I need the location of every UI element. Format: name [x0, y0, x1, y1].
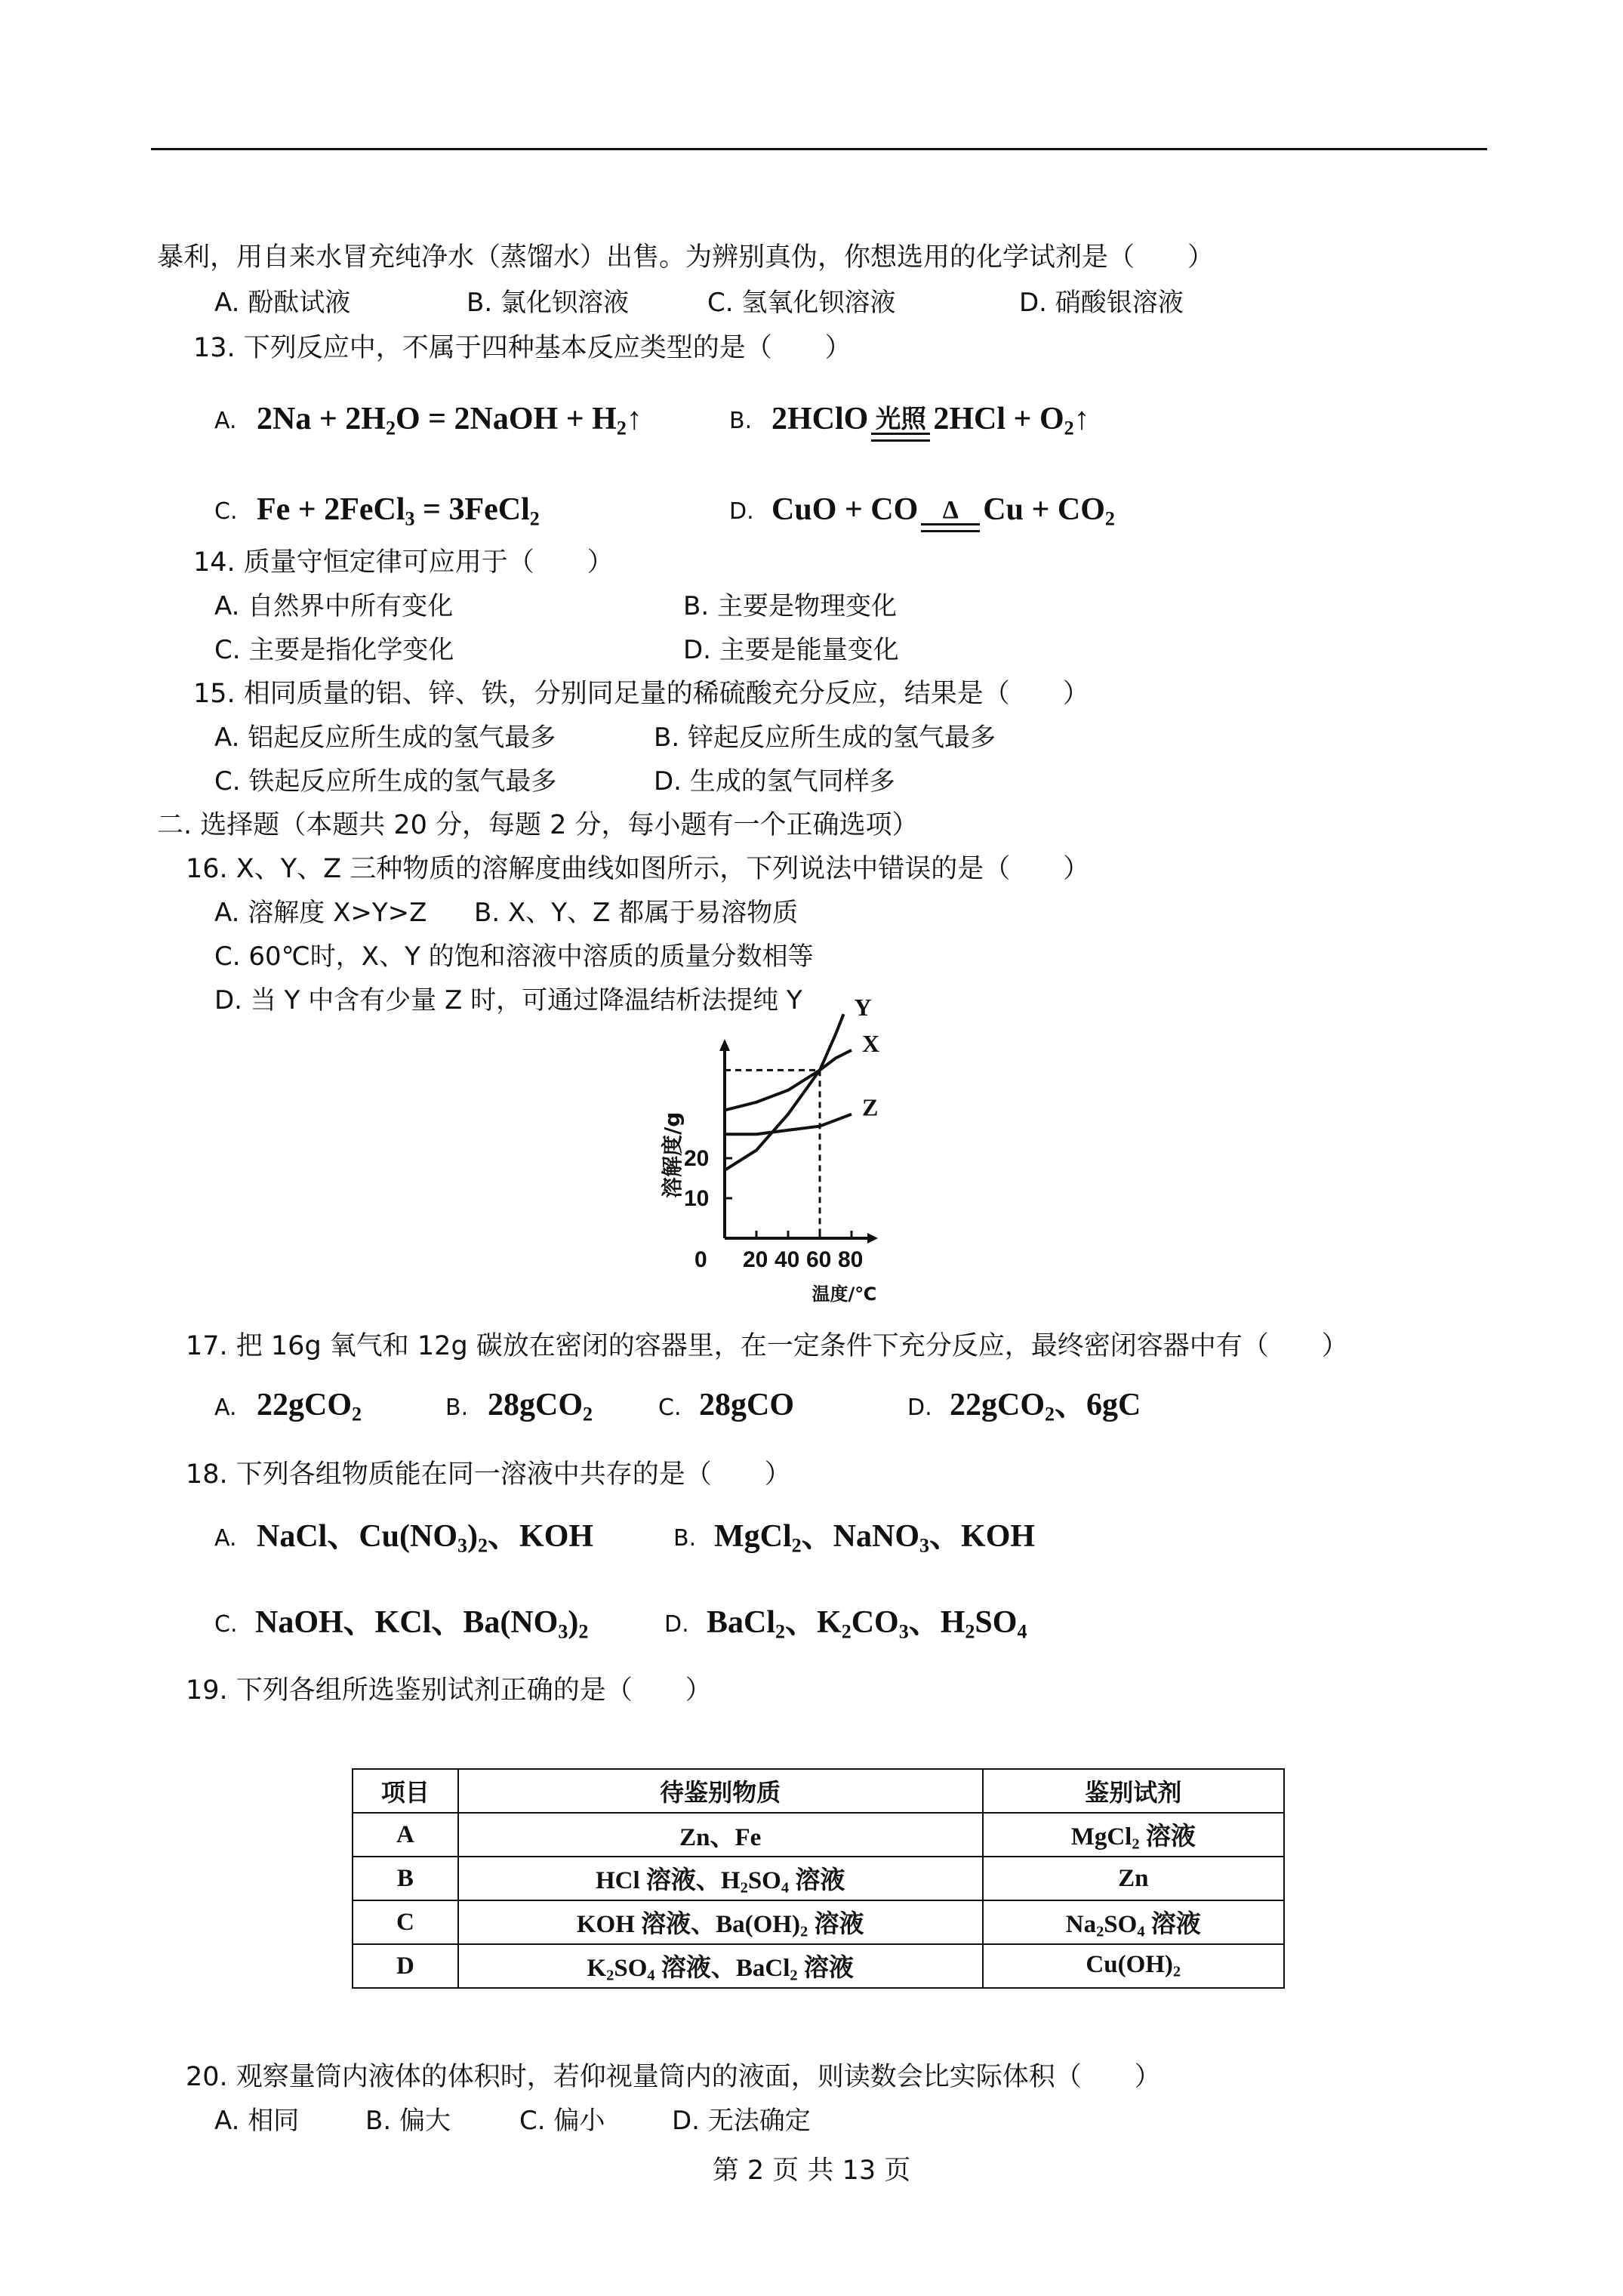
col-header-reagent: 鉴别试剂 — [983, 1769, 1284, 1813]
y-tick-label: 20 — [684, 1146, 710, 1171]
q14-option-b: B. 主要是物理变化 — [683, 591, 897, 621]
q18-label-b: B. — [673, 1525, 697, 1552]
q20-option-b: B. 偏大 — [365, 2106, 451, 2136]
row-item: B — [353, 1857, 458, 1900]
header-rule — [151, 148, 1487, 150]
q17-stem: 17. 把 16g 氧气和 12g 碳放在密闭的容器里，在一定条件下充分反应，最终密闭容器中有（ ） — [186, 1331, 1348, 1361]
section-heading: 二. 选择题（本题共 20 分，每题 2 分，每小题有一个正确选项） — [157, 810, 919, 840]
x-tick-label: 0 — [694, 1247, 707, 1272]
chart-series — [725, 1014, 852, 1170]
chart-ticks — [684, 1146, 863, 1272]
table-row — [353, 1900, 1284, 1944]
x-tick-label: 40 — [775, 1247, 800, 1272]
series-label-y: Y — [854, 994, 872, 1022]
q12-option-c: C. 氢氧化钡溶液 — [707, 288, 896, 318]
q17-option-a: 22gCO$_2$ — [257, 1388, 362, 1425]
q12-option-a: A. 酚酞试液 — [214, 288, 351, 318]
row-substances: $K_2SO_4$ 溶液、BaCl$_2$ 溶液 — [458, 1944, 983, 1988]
q19-stem: 19. 下列各组所选鉴别试剂正确的是（ ） — [186, 1675, 712, 1706]
q16-option-d: D. 当 Y 中含有少量 Z 时，可通过降温结析法提纯 Y — [214, 985, 802, 1015]
col-header-substances: 待鉴别物质 — [458, 1769, 983, 1813]
q20-option-c: C. 偏小 — [519, 2106, 605, 2136]
x-tick-label: 60 — [806, 1247, 832, 1272]
q16-option-b: B. X、Y、Z 都属于易溶物质 — [474, 898, 799, 928]
q14-option-d: D. 主要是能量变化 — [683, 635, 899, 665]
q12-option-b: B. 氯化钡溶液 — [467, 288, 629, 318]
q13-label-c: C. — [214, 498, 238, 525]
row-substances: KOH 溶液、$Ba(OH)_2$ 溶液 — [458, 1900, 983, 1944]
q18-option-c: NaOH、KCl、$Ba(NO_3)_2$ — [255, 1605, 589, 1643]
x-tick-label: 80 — [838, 1247, 864, 1272]
table-header-row — [353, 1769, 1284, 1813]
q18-stem: 18. 下列各组物质能在同一溶液中共存的是（ ） — [186, 1459, 791, 1490]
q15-option-b: B. 锌起反应所生成的氢气最多 — [654, 723, 996, 753]
q16-option-c: C. 60℃时，X、Y 的饱和溶液中溶质的质量分数相等 — [214, 942, 814, 972]
q18-option-b: MgCl$_2$、NaNO$_3$、KOH — [714, 1519, 1036, 1557]
q18-option-a: NaCl、$Cu(NO_3)_2$、KOH — [257, 1519, 594, 1557]
row-reagent: $Cu(OH)_2$ — [983, 1944, 1284, 1988]
row-item: C — [353, 1900, 458, 1944]
q15-option-c: C. 铁起反应所生成的氢气最多 — [214, 766, 557, 797]
row-item: D — [353, 1944, 458, 1988]
series-line-x — [725, 1050, 852, 1111]
q12-option-d: D. 硝酸银溶液 — [1019, 288, 1184, 318]
q17-label-d: D. — [907, 1395, 932, 1421]
q14-stem: 14. 质量守恒定律可应用于（ ） — [193, 547, 614, 578]
x-axis-title: 温度/℃ — [812, 1284, 877, 1305]
table-row — [353, 1944, 1284, 1988]
q20-stem: 20. 观察量筒内液体的体积时，若仰视量筒内的液面，则读数会比实际体积（ ） — [186, 2062, 1161, 2092]
row-reagent: Zn — [983, 1857, 1284, 1900]
y-axis-title: 溶解度/g — [660, 1111, 685, 1198]
q14-option-c: C. 主要是指化学变化 — [214, 635, 454, 665]
q14-option-a: A. 自然界中所有变化 — [214, 591, 454, 621]
x-tick-label: 20 — [743, 1247, 768, 1272]
q13-label-a: A. — [214, 408, 237, 434]
x-axis-arrow — [867, 1233, 878, 1244]
table-row — [353, 1857, 1284, 1900]
q18-label-a: A. — [214, 1525, 237, 1552]
q17-label-a: A. — [214, 1395, 237, 1421]
col-header-item: 项目 — [353, 1769, 458, 1813]
row-substances: HCl 溶液、$H_2SO_4$ 溶液 — [458, 1857, 983, 1900]
q18-label-d: D. — [664, 1611, 689, 1638]
q16-stem: 16. X、Y、Z 三种物质的溶解度曲线如图所示，下列说法中错误的是（ ） — [186, 854, 1090, 884]
q18-label-c: C. — [214, 1611, 238, 1638]
q13-equation-c: Fe + 2FeCl$_3$ = 3FeCl$_2$ — [257, 492, 540, 530]
row-reagent: $Na_2SO_4$ 溶液 — [983, 1900, 1284, 1944]
identification-table — [352, 1768, 1285, 1989]
solubility-chart — [611, 994, 1034, 1306]
q13-label-b: B. — [729, 408, 753, 434]
y-tick-label: 10 — [684, 1186, 710, 1211]
q18-option-d: BaCl$_2$、$K_2CO_3$、$H_2SO_4$ — [707, 1605, 1027, 1643]
row-reagent: MgCl$_2$ 溶液 — [983, 1813, 1284, 1857]
row-item: A — [353, 1813, 458, 1857]
row-substances: Zn、Fe — [458, 1813, 983, 1857]
q20-option-a: A. 相同 — [214, 2106, 300, 2136]
series-line-z — [725, 1114, 852, 1135]
q15-option-d: D. 生成的氢气同样多 — [654, 766, 895, 797]
q20-option-d: D. 无法确定 — [672, 2106, 811, 2136]
q13-label-d: D. — [729, 498, 754, 525]
y-axis-arrow — [719, 1039, 730, 1051]
q17-option-b: 28gCO$_2$ — [488, 1388, 593, 1425]
q17-option-d: 22gCO$_2$、6gC — [950, 1388, 1141, 1425]
q15-option-a: A. 铝起反应所生成的氢气最多 — [214, 723, 556, 753]
q17-label-c: C. — [658, 1395, 682, 1421]
q13-stem: 13. 下列反应中，不属于四种基本反应类型的是（ ） — [193, 333, 852, 363]
series-label-x: X — [862, 1029, 880, 1057]
q12-line: 暴利，用自来水冒充纯净水（蒸馏水）出售。为辨别真伪，你想选用的化学试剂是（ ） — [157, 242, 1215, 273]
q15-stem: 15. 相同质量的铝、锌、铁，分别同足量的稀硫酸充分反应，结果是（ ） — [193, 679, 1089, 709]
page-footer: 第 2 页 共 13 页 — [712, 2156, 911, 2186]
q16-option-a: A. 溶解度 X>Y>Z — [214, 898, 427, 928]
q13-equation-a: $2Na + 2H_2O$ = 2NaOH + $H_2↑$ — [257, 402, 642, 439]
q13-equation-b: 2HClO 光照 $2HCl + O_2↑$ — [771, 400, 1090, 447]
q17-option-c: 28gCO — [699, 1388, 794, 1422]
q13-equation-d: CuO + CO Δ $Cu + CO_2$ — [771, 491, 1115, 538]
q17-label-b: B. — [445, 1395, 469, 1421]
series-label-z: Z — [862, 1093, 879, 1121]
table-row — [353, 1813, 1284, 1857]
